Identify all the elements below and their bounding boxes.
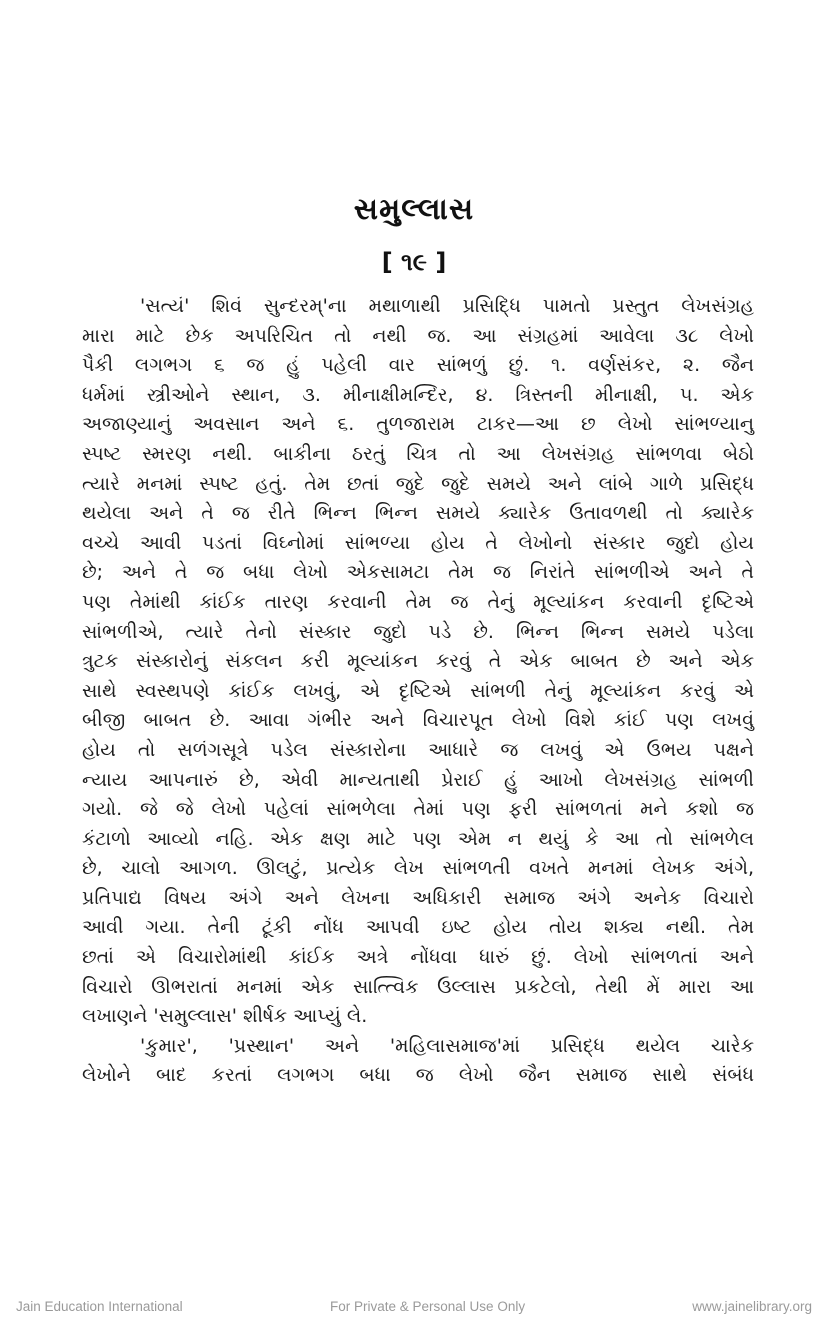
text-line: છતાં એ વિચારોમાંથી કાંઈક અત્રે નોંધવા ધારું છું. લેખો સાંભળતાં અને <box>82 946 754 969</box>
text-line: કંટાળો આવ્યો નહિ. એક ક્ષણ માટે પણ એમ ન થયું કે આ તો સાંભળેલ <box>82 827 754 850</box>
text-line: વિચારો ઊભરાતાં મનમાં એક સાત્ત્વિક ઉલ્લાસ પ્રકટેલો, તેથી મેં મારા આ <box>82 975 754 998</box>
text-line: ત્રુટક સંસ્કારોનું સંકલન કરી મૂલ્યાંકન કરવું તે એક બાબત છે અને એક <box>82 650 754 673</box>
text-line: ધર્મમાં સ્ત્રીઓને સ્થાન, ૩. મીનાક્ષીમન્દિર, ૪. ત્રિસ્તની મીનાક્ષી, ૫. એક <box>82 383 754 406</box>
text-line: ન્યાય આપનારું છે, એવી માન્યતાથી પ્રેરાઈ હું આખો લેખસંગ્રહ સાંભળી <box>82 768 754 791</box>
text-line: બીજી બાબત છે. આવા ગંભીર અને વિચારપૂત લેખો વિશે કાંઈ પણ લખવું <box>82 709 754 732</box>
text-line: આવી ગયા. તેની ટૂંકી નોંધ આપવી ઇષ્ટ હોય તોય શક્ય નથી. તેમ <box>82 916 754 939</box>
footer-usage-note: For Private & Personal Use Only <box>330 1299 526 1314</box>
page-title: સમુલ્લાસ <box>353 192 475 227</box>
text-line: 'સત્યં' શિવં સુન્દરમ્'ના મથાળાથી પ્રસિદ્ધિ પામતો પ્રસ્તુત લેખસંગ્રહ <box>140 295 754 317</box>
chapter-number: [ ૧૯ ] <box>381 248 447 276</box>
text-line: પૈકી લગભગ ૬ જ હું પહેલી વાર સાંભળું છું. ૧. વર્ણસંકર, ૨. જૈન <box>82 354 754 377</box>
text-line: પ્રતિપાદ્ય વિષય અંગે અને લેખના અધિકારી સમાજ અંગે અનેક વિચારો <box>82 886 754 909</box>
text-line: છે, ચાલો આગળ. ઊલટું, પ્રત્યેક લેખ સાંભળતી વખતે મનમાં લેખક અંગે, <box>82 857 754 880</box>
text-line: સાંભળીએ, ત્યારે તેનો સંસ્કાર જુદો પડે છે. ભિન્ન ભિન્ન સમયે પડેલા <box>82 620 754 643</box>
text-line: સાથે સ્વસ્થપણે કાંઈક લખવું, એ દૃષ્ટિએ સાંભળી તેનું મૂલ્યાંકન કરવું એ <box>82 679 754 702</box>
page-footer <box>0 1299 828 1319</box>
footer-website-link[interactable]: www.jainelibrary.org <box>692 1299 812 1314</box>
text-line: હોય તો સળંગસૂત્રે પડેલ સંસ્કારોના આધારે જ લખવું એ ઉભય પક્ષને <box>82 738 754 761</box>
text-line: અજાણ્યાનું અવસાન અને ૬. તુળજારામ ટાકર—આ છ લેખો સાંભળ્યાનુ <box>82 413 754 436</box>
text-line: લખાણને 'સમુલ્લાસ' શીર્ષક આપ્યું લે. <box>82 1005 368 1028</box>
text-line: ગયો. જે જે લેખો પહેલાં સાંભળેલા તેમાં પણ ફરી સાંભળતાં મને કશો જ <box>82 798 754 821</box>
text-line: પણ તેમાંથી કાંઈક તારણ કરવાની તેમ જ તેનું મૂલ્યાંકન કરવાની દૃષ્ટિએ <box>82 590 754 613</box>
text-line: ત્યારે મનમાં સ્પષ્ટ હતું. તેમ છતાં જુદે જુદે સમયે અને લાંબે ગાળે પ્રસિદ્ધ <box>82 472 754 495</box>
text-line: થયેલા અને તે જ રીતે ભિન્ન ભિન્ન સમયે ક્યારેક ઉતાવળથી તો ક્યારેક <box>82 502 754 525</box>
text-line: વચ્ચે આવી પડતાં વિઘ્નોમાં સાંભળ્યા હોય તે લેખોનો સંસ્કાર જુદો હોય <box>82 531 754 554</box>
text-line: મારા માટે છેક અપરિચિત તો નથી જ. આ સંગ્રહમાં આવેલા ૩૮ લેખો <box>82 324 754 347</box>
text-line: 'કુમાર', 'પ્રસ્થાન' અને 'મહિલાસમાજ'માં પ્રસિદ્ધ થયેલ ચારેક <box>140 1034 754 1057</box>
body-text <box>82 292 754 1091</box>
footer-publisher: Jain Education International <box>16 1299 183 1314</box>
text-line: લેખોને બાદ કરતાં લગભગ બધા જ લેખો જૈન સમાજ સાથે સંબંધ <box>82 1064 754 1087</box>
text-line: છે; અને તે જ બધા લેખો એકસામટા તેમ જ નિરાંતે સાંભળીએ અને તે <box>82 561 754 584</box>
text-line: સ્પષ્ટ સ્મરણ નથી. બાકીના ઠરતું ચિત્ર તો આ લેખસંગ્રહ સાંભળવા બેઠો <box>82 442 754 465</box>
